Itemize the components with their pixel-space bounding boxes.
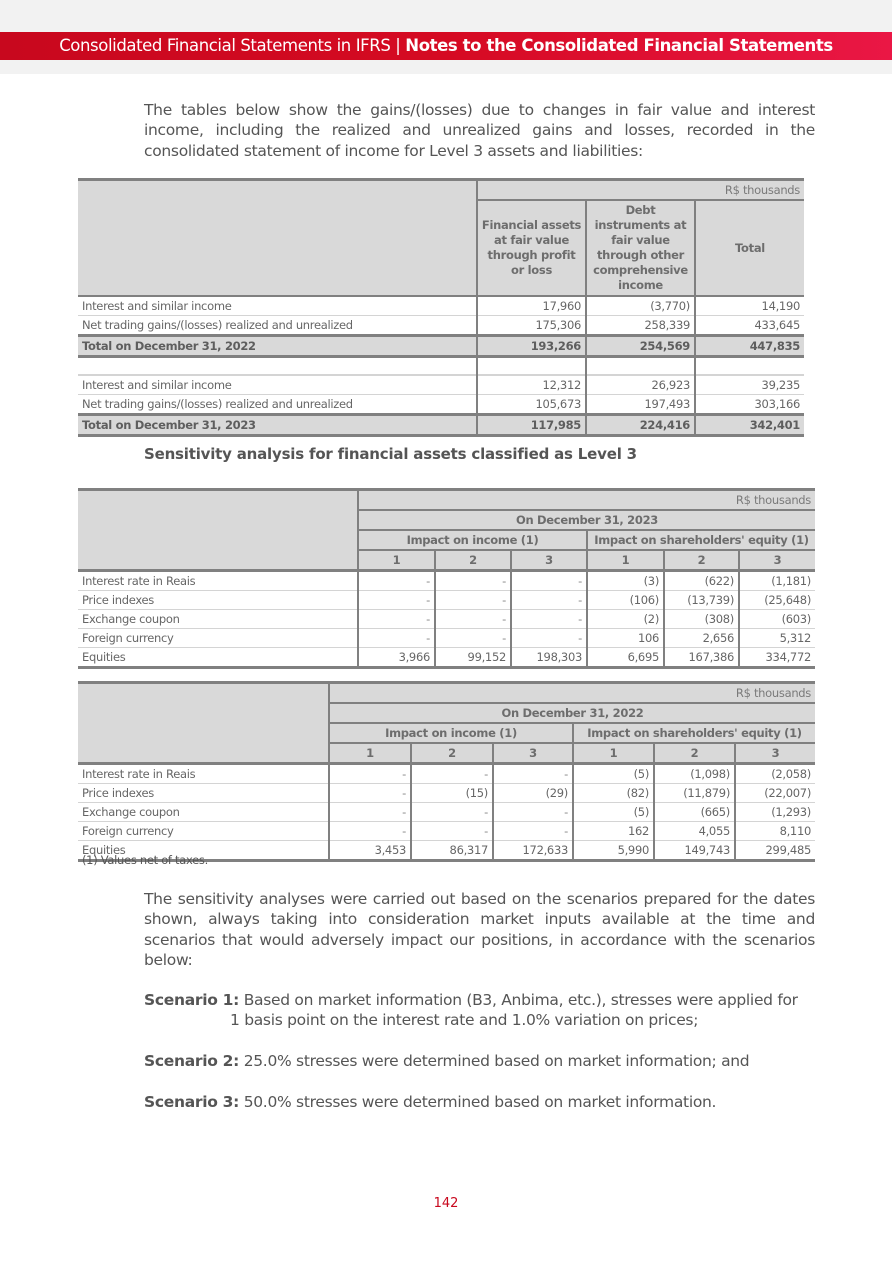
- scenario-col-header: 3: [739, 550, 815, 571]
- scenario-label: Scenario 3:: [144, 1093, 240, 1111]
- value-cell: (3): [587, 571, 664, 591]
- value-cell: (5): [573, 803, 654, 822]
- table-row: [78, 571, 815, 591]
- page-header: [0, 32, 892, 60]
- table-header-blank: [78, 683, 329, 764]
- scenario-text: 50.0% stresses were determined based on market information.: [243, 1093, 717, 1111]
- sensitivity-heading: Sensitivity analysis for financial assets classified as Level 3: [144, 445, 637, 463]
- value-cell: -: [329, 764, 411, 784]
- header-separator: |: [395, 36, 401, 55]
- value-cell: 149,743: [654, 841, 735, 861]
- units-label: R$ thousands: [477, 180, 804, 201]
- value-cell: 162: [573, 822, 654, 841]
- scenario-col-header: 3: [511, 550, 587, 571]
- value-cell: (1,181): [739, 571, 815, 591]
- value-cell: (106): [587, 591, 664, 610]
- scenario-col-header: 1: [587, 550, 664, 571]
- column-header-fvtpl: Financial assets at fair value through profit or loss: [477, 200, 586, 296]
- value-cell: 299,485: [735, 841, 815, 861]
- scenario-col-header: 3: [493, 743, 573, 764]
- value-cell: (15): [411, 784, 493, 803]
- value-cell: -: [511, 629, 587, 648]
- units-label: R$ thousands: [329, 683, 815, 704]
- group-header-income: Impact on income (1): [329, 723, 573, 743]
- group-header-income: Impact on income (1): [358, 530, 587, 550]
- scenario-2: [144, 1051, 815, 1071]
- value-cell: -: [493, 822, 573, 841]
- value-cell: -: [435, 610, 511, 629]
- value-cell: -: [435, 629, 511, 648]
- sensitivity-table-2023: [78, 488, 815, 669]
- group-header-equity: Impact on shareholders' equity (1): [573, 723, 815, 743]
- page-number: 142: [433, 1196, 459, 1211]
- table-row: [78, 822, 815, 841]
- value-cell: -: [511, 571, 587, 591]
- table-header-blank: [78, 180, 477, 297]
- value-cell: 86,317: [411, 841, 493, 861]
- value-cell: (13,739): [664, 591, 739, 610]
- scenario-col-header: 3: [735, 743, 815, 764]
- scenario-3: [144, 1092, 815, 1112]
- value-cell: -: [329, 822, 411, 841]
- row-label: Equities: [82, 650, 126, 664]
- column-header-total: Total: [695, 200, 804, 296]
- value-cell: -: [358, 591, 435, 610]
- value-cell: (665): [654, 803, 735, 822]
- value-cell: 99,152: [435, 648, 511, 668]
- date-header: On December 31, 2023: [358, 510, 815, 530]
- row-label: Interest rate in Reais: [78, 571, 358, 591]
- value-cell: 3,966: [358, 648, 435, 668]
- scenario-col-header: 1: [358, 550, 435, 571]
- table-row: [78, 803, 815, 822]
- row-label: Price indexes: [78, 784, 329, 803]
- row-label: Equities: [82, 843, 126, 857]
- value-cell: 3,453: [329, 841, 411, 861]
- value-cell: (2,058): [735, 764, 815, 784]
- value-cell: (603): [739, 610, 815, 629]
- table-row: Net trading gains/(losses) realized and unrealized 175,306 258,339 433,645: [78, 316, 804, 336]
- scenario-col-header: 2: [664, 550, 739, 571]
- value-cell: -: [435, 591, 511, 610]
- value-cell: (2): [587, 610, 664, 629]
- table-row: [78, 591, 815, 610]
- total-row-2023: Total on December 31, 2023 117,985 224,416 342,401: [78, 415, 804, 436]
- scenario-col-header: 2: [411, 743, 493, 764]
- footnote: (1) Values net of taxes.: [82, 853, 208, 867]
- value-cell: (25,648): [739, 591, 815, 610]
- scenario-1: [144, 990, 815, 1031]
- value-cell: -: [329, 803, 411, 822]
- value-cell: (1,293): [735, 803, 815, 822]
- table-row: [78, 629, 815, 648]
- value-cell: 2,656: [664, 629, 739, 648]
- value-cell: (622): [664, 571, 739, 591]
- value-cell: -: [329, 784, 411, 803]
- table-row: Net trading gains/(losses) realized and unrealized 105,673 197,493 303,166: [78, 395, 804, 415]
- value-cell: 334,772: [739, 648, 815, 668]
- value-cell: 4,055: [654, 822, 735, 841]
- value-cell: -: [511, 610, 587, 629]
- scenario-col-header: 1: [329, 743, 411, 764]
- value-cell: -: [511, 591, 587, 610]
- scenario-col-header: 1: [573, 743, 654, 764]
- scenario-col-header: 2: [654, 743, 735, 764]
- table-row: [78, 764, 815, 784]
- table-row: Interest and similar income 17,960 (3,770) 14,190: [78, 296, 804, 316]
- value-cell: -: [358, 629, 435, 648]
- table-row: [78, 610, 815, 629]
- value-cell: (29): [493, 784, 573, 803]
- value-cell: (308): [664, 610, 739, 629]
- value-cell: -: [435, 571, 511, 591]
- value-cell: 198,303: [511, 648, 587, 668]
- row-label: Exchange coupon: [78, 610, 358, 629]
- value-cell: -: [358, 610, 435, 629]
- body-paragraph: The sensitivity analyses were carried out based on the scenarios prepared for the dates shown, always taking into consideration market inputs available at the time and scenarios that would adversely impact our positions, in accordance with the scenarios below:: [144, 890, 815, 969]
- group-header-equity: Impact on shareholders' equity (1): [587, 530, 815, 550]
- date-header: On December 31, 2022: [329, 703, 815, 723]
- table-row: Interest and similar income 12,312 26,923 39,235: [78, 375, 804, 395]
- sensitivity-table-2022: [78, 681, 815, 862]
- value-cell: -: [411, 822, 493, 841]
- table-header-blank: [78, 490, 358, 571]
- header-underline-strip: [0, 60, 892, 74]
- value-cell: (11,879): [654, 784, 735, 803]
- row-label: Price indexes: [78, 591, 358, 610]
- header-subsection: Notes to the Consolidated Financial Statements: [405, 36, 833, 55]
- intro-paragraph: The tables below show the gains/(losses) due to changes in fair value and interest income, including the realized and unrealized gains and losses, recorded in the consolidated statement of income for Level 3 assets and liabilities:: [144, 101, 815, 160]
- column-header-fvoci: Debt instruments at fair value through other comprehensive income: [586, 200, 695, 296]
- value-cell: (22,007): [735, 784, 815, 803]
- value-cell: -: [411, 803, 493, 822]
- scenario-label: Scenario 1:: [144, 991, 240, 1009]
- table-row: [78, 784, 815, 803]
- units-label: R$ thousands: [358, 490, 815, 511]
- value-cell: (5): [573, 764, 654, 784]
- spacer-row: [78, 357, 804, 376]
- scenario-text-continued: 1 basis point on the interest rate and 1.0% variation on prices;: [230, 1011, 699, 1030]
- row-label: Exchange coupon: [78, 803, 329, 822]
- value-cell: (1,098): [654, 764, 735, 784]
- scenario-text: Based on market information (B3, Anbima, etc.), stresses were applied for: [243, 991, 798, 1009]
- value-cell: -: [411, 764, 493, 784]
- value-cell: 5,312: [739, 629, 815, 648]
- row-label: Foreign currency: [78, 822, 329, 841]
- value-cell: 172,633: [493, 841, 573, 861]
- scenario-col-header: 2: [435, 550, 511, 571]
- value-cell: 5,990: [573, 841, 654, 861]
- value-cell: -: [358, 571, 435, 591]
- top-margin: [0, 0, 892, 32]
- value-cell: -: [493, 803, 573, 822]
- value-cell: 167,386: [664, 648, 739, 668]
- value-cell: -: [493, 764, 573, 784]
- header-section: Consolidated Financial Statements in IFRS: [59, 36, 391, 55]
- value-cell: 106: [587, 629, 664, 648]
- scenario-label: Scenario 2:: [144, 1052, 240, 1070]
- value-cell: (82): [573, 784, 654, 803]
- row-label: Interest rate in Reais: [78, 764, 329, 784]
- level3-gains-losses-table: [78, 178, 804, 437]
- value-cell: 6,695: [587, 648, 664, 668]
- row-label: Foreign currency: [78, 629, 358, 648]
- table-row: [78, 648, 815, 668]
- value-cell: 8,110: [735, 822, 815, 841]
- scenario-text: 25.0% stresses were determined based on market information; and: [243, 1052, 750, 1070]
- total-row-2022: Total on December 31, 2022 193,266 254,569 447,835: [78, 336, 804, 357]
